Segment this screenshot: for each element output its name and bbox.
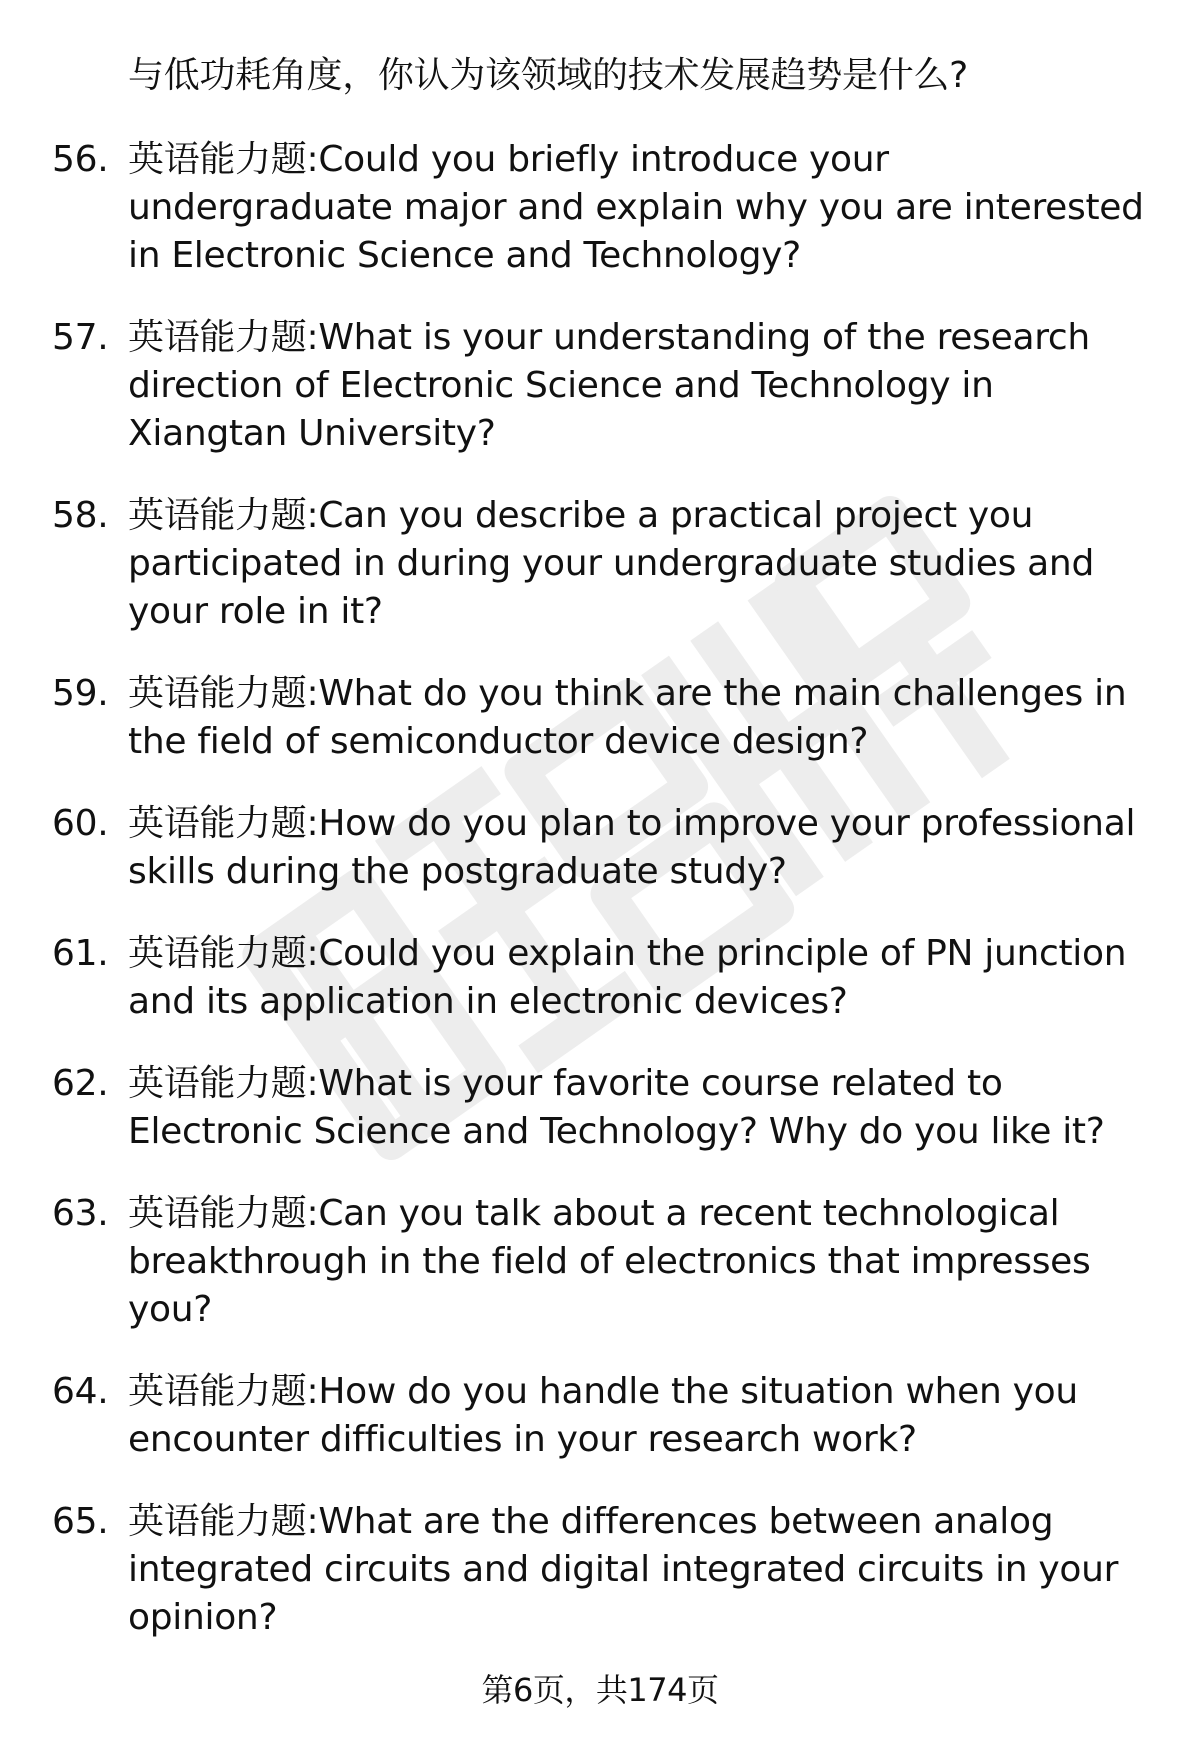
question-text: How do you plan to improve your professional skills during the postgraduate study?: [128, 803, 1136, 892]
question-category: 英语能力题:: [128, 673, 319, 714]
question-number: 63.: [52, 1193, 109, 1234]
question-item: [0, 670, 1158, 766]
question-item: [0, 1190, 1158, 1334]
question-category: 英语能力题:: [128, 933, 319, 974]
question-category: 英语能力题:: [128, 1193, 319, 1234]
question-category: 英语能力题:: [128, 1371, 319, 1412]
question-text: Can you talk about a recent technological breakthrough in the field of electronics that impresses you?: [128, 1193, 1091, 1330]
question-item: [0, 492, 1158, 636]
question-text: What do you think are the main challenges in the field of semiconductor device design?: [128, 673, 1127, 762]
page-number-footer: 第6页，共174页: [481, 1671, 719, 1709]
question-number: 64.: [52, 1371, 109, 1412]
question-text: Could you explain the principle of PN junction and its application in electronic devices?: [128, 933, 1127, 1022]
question-category: 英语能力题:: [128, 495, 319, 536]
question-item: [0, 800, 1158, 896]
question-category: 英语能力题:: [128, 1063, 319, 1104]
question-list: [0, 136, 1200, 1642]
question-item: [0, 314, 1158, 458]
question-number: 59.: [52, 673, 109, 714]
question-text: How do you handle the situation when you encounter difficulties in your research work?: [128, 1371, 1078, 1460]
question-item: [0, 1060, 1158, 1156]
question-number: 56.: [52, 139, 109, 180]
question-category: 英语能力题:: [128, 317, 319, 358]
question-text: Could you briefly introduce your undergraduate major and explain why you are interested in Electronic Science and Technology?: [128, 139, 1144, 276]
question-text: What is your understanding of the research direction of Electronic Science and Technology in Xiangtan University?: [128, 317, 1090, 454]
question-item: [0, 136, 1158, 280]
question-text: Can you describe a practical project you participated in during your undergraduate studies and your role in it?: [128, 495, 1094, 632]
question-text: What are the differences between analog integrated circuits and digital integrated circuits in your opinion?: [128, 1501, 1119, 1638]
continued-question-text: 与低功耗角度，你认为该领域的技术发展趋势是什么?: [128, 55, 968, 96]
question-category: 英语能力题:: [128, 1501, 319, 1542]
question-number: 62.: [52, 1063, 109, 1104]
question-item: [0, 1498, 1158, 1642]
question-number: 57.: [52, 317, 109, 358]
question-number: 61.: [52, 933, 109, 974]
question-category: 英语能力题:: [128, 803, 319, 844]
question-item: [0, 1368, 1158, 1464]
question-text: What is your favorite course related to Electronic Science and Technology? Why do you like it?: [128, 1063, 1105, 1152]
question-number: 60.: [52, 803, 109, 844]
question-item: [0, 930, 1158, 1026]
page-content: [0, 52, 1200, 1676]
question-number: 58.: [52, 495, 109, 536]
question-number: 65.: [52, 1501, 109, 1542]
question-category: 英语能力题:: [128, 139, 319, 180]
